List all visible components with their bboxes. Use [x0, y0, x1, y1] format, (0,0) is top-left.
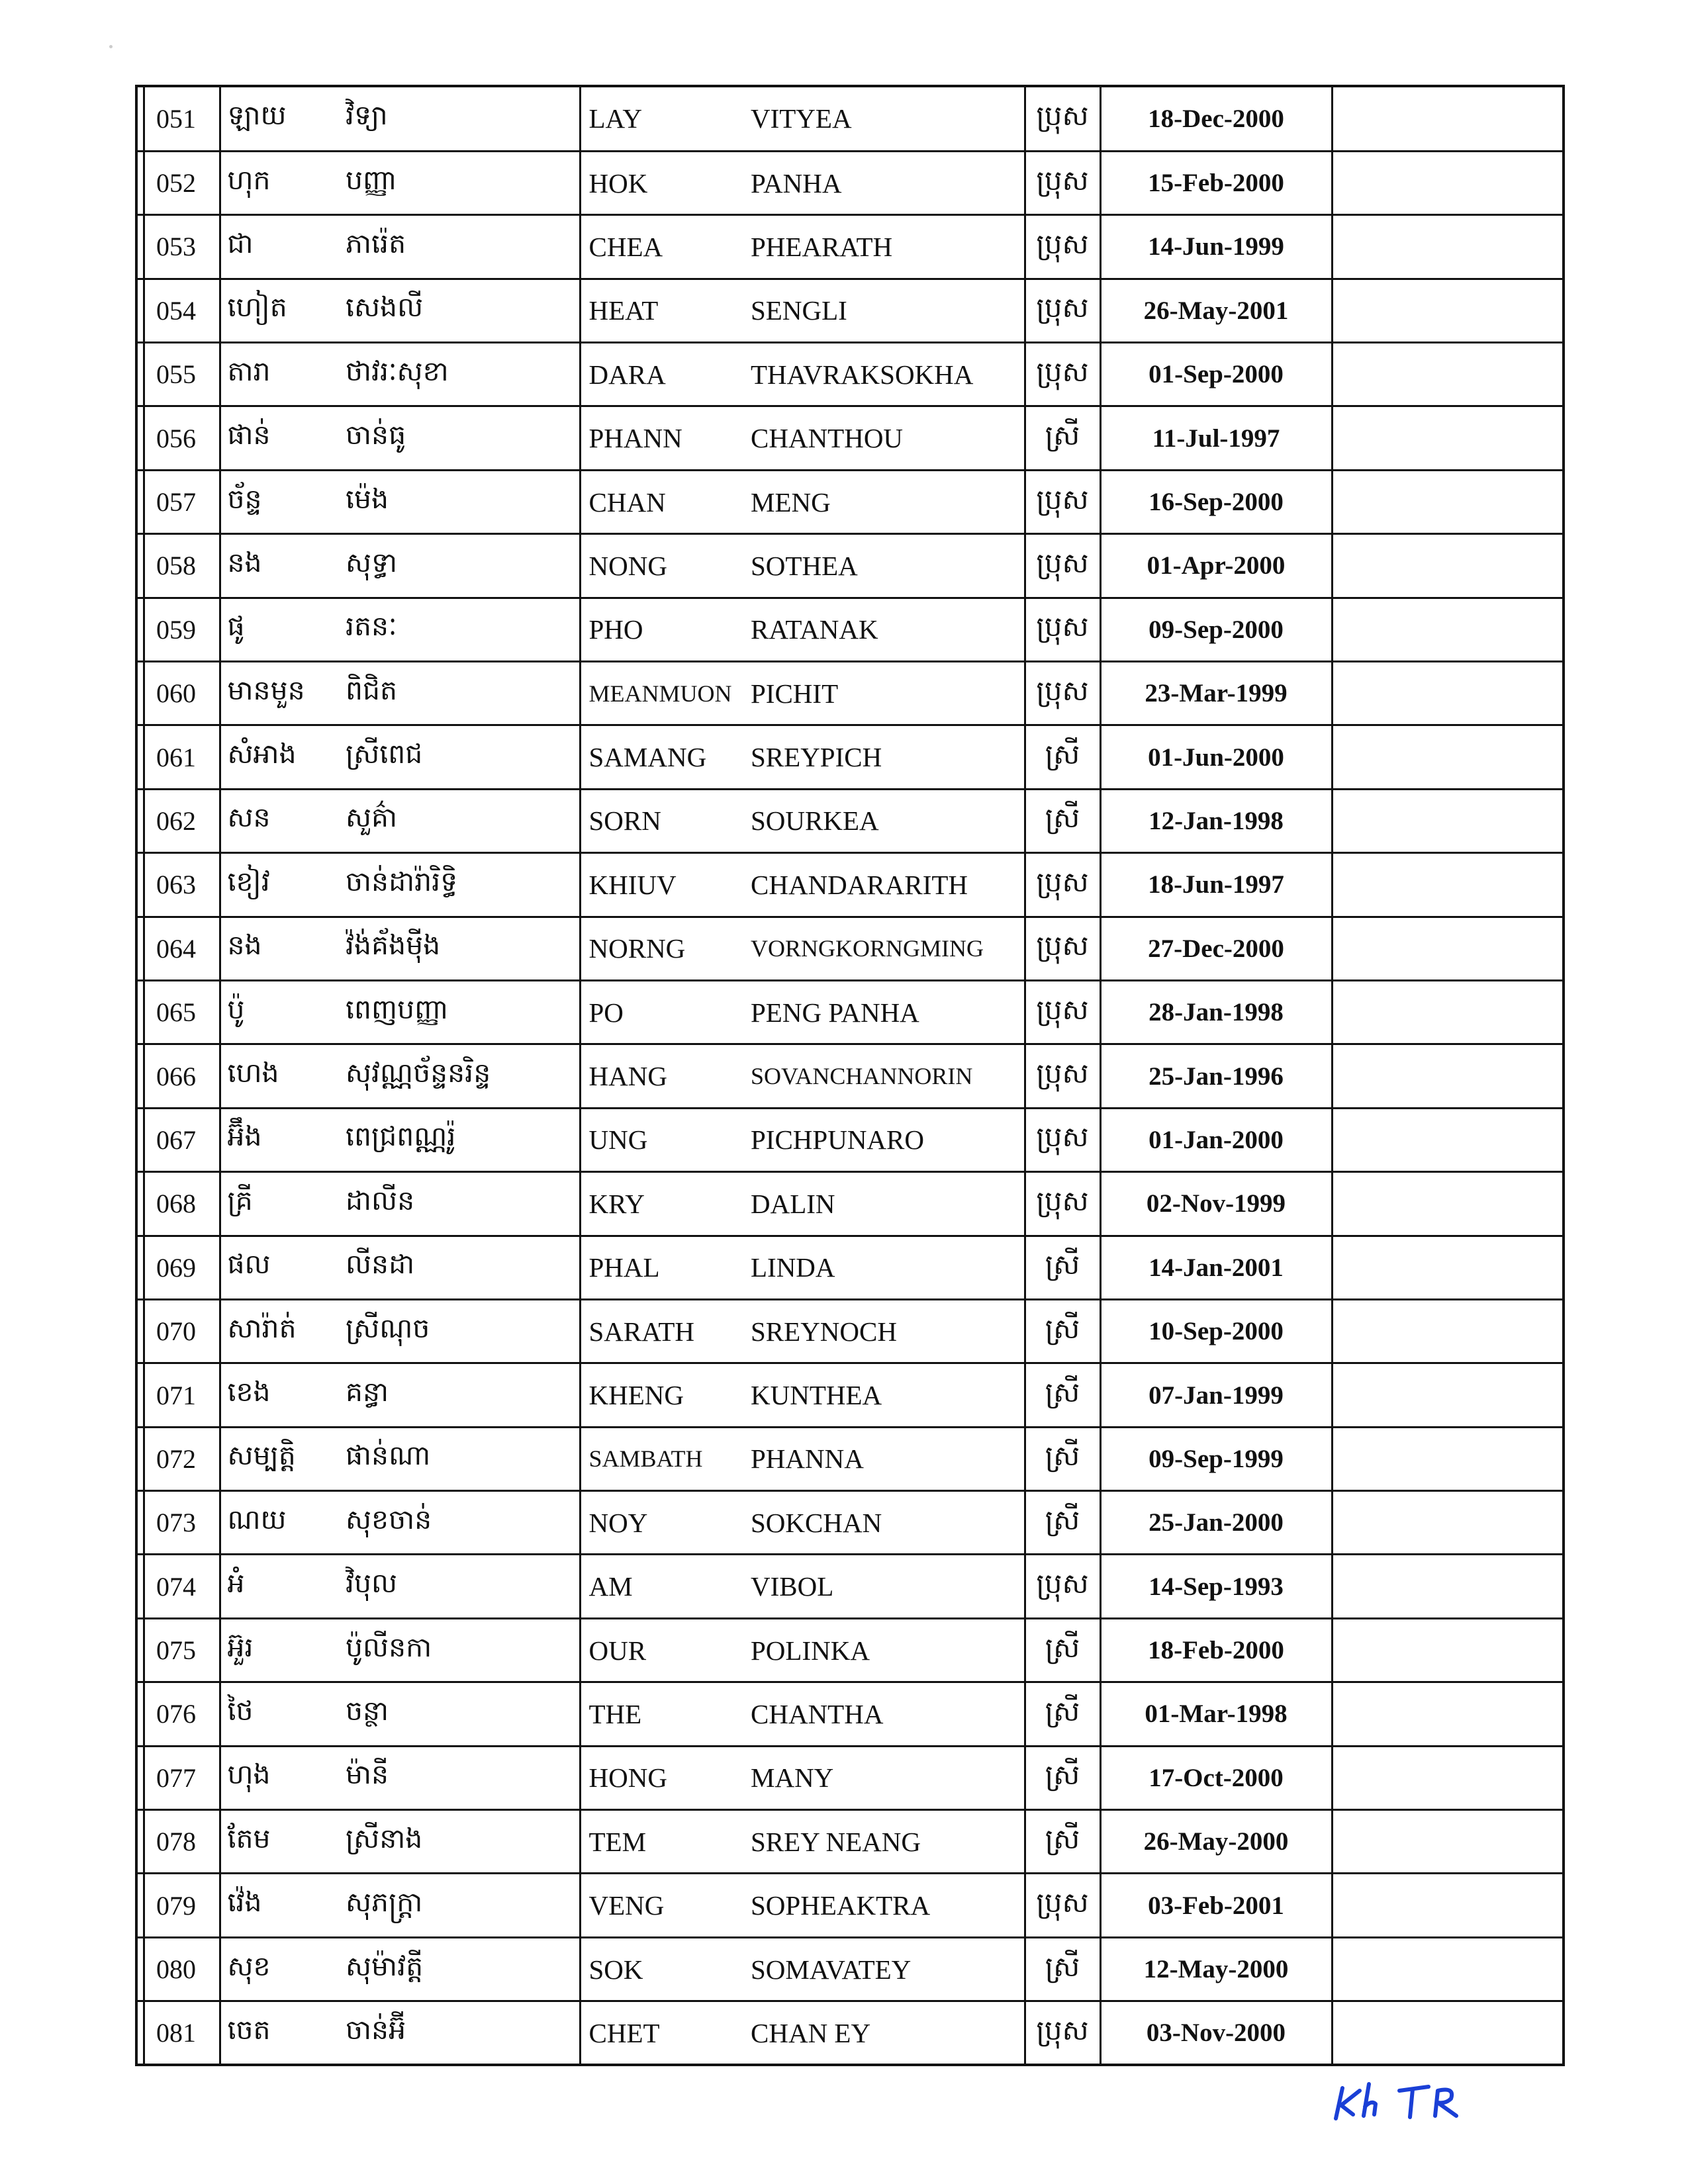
remarks-cell — [1332, 1236, 1562, 1299]
table-row — [138, 598, 1562, 661]
khmer-given-name-cell: ពេជ្រពណ្ណរ៉ូ — [346, 1108, 580, 1171]
khmer-family-name-cell: ផាន់ — [220, 406, 346, 470]
sex-cell: ប្រុស — [1025, 87, 1100, 151]
sex-cell: ស្រី — [1025, 1299, 1100, 1363]
row-number-cell: 073 — [138, 1491, 220, 1555]
remarks-cell — [1332, 1108, 1562, 1171]
row-number-cell: 068 — [138, 1172, 220, 1236]
row-number-cell: 075 — [138, 1618, 220, 1682]
remarks-cell — [1332, 470, 1562, 533]
table-row — [138, 406, 1562, 470]
khmer-family-name-cell: សម្បត្តិ — [220, 1427, 346, 1490]
remarks-cell — [1332, 725, 1562, 789]
remarks-cell — [1332, 1682, 1562, 1746]
khmer-given-name-cell: ចាន់ដារ៉ារិទ្ធិ — [346, 853, 580, 917]
latin-given-name-cell: PHANNA — [751, 1427, 1025, 1490]
row-number-cell: 062 — [138, 789, 220, 852]
latin-given-name-cell: MANY — [751, 1746, 1025, 1809]
date-of-birth-cell: 03-Feb-2001 — [1100, 1874, 1332, 1937]
khmer-family-name-cell: អ៊ួរ — [220, 1618, 346, 1682]
remarks-cell — [1332, 662, 1562, 725]
khmer-given-name-cell: ពិជិត — [346, 662, 580, 725]
khmer-family-name-cell: តារា — [220, 343, 346, 406]
row-number-cell: 080 — [138, 1937, 220, 2001]
latin-family-name-cell: HONG — [580, 1746, 751, 1809]
latin-given-name-cell: SENGLI — [751, 279, 1025, 342]
remarks-cell — [1332, 1427, 1562, 1490]
latin-given-name-cell: CHANTHOU — [751, 406, 1025, 470]
khmer-family-name-cell: ខេង — [220, 1363, 346, 1427]
latin-family-name-cell: CHAN — [580, 470, 751, 533]
row-number-cell: 064 — [138, 917, 220, 980]
khmer-family-name-cell: នង — [220, 534, 346, 598]
initials-signature — [1331, 2075, 1476, 2128]
khmer-given-name-cell: ស្រីនាង — [346, 1810, 580, 1874]
sex-cell: ស្រី — [1025, 1618, 1100, 1682]
date-of-birth-cell: 26-May-2000 — [1100, 1810, 1332, 1874]
khmer-given-name-cell: ចាន់ធូ — [346, 406, 580, 470]
row-number-cell: 063 — [138, 853, 220, 917]
table-row — [138, 343, 1562, 406]
latin-given-name-cell: MENG — [751, 470, 1025, 533]
khmer-given-name-cell: សុម៉ាវត្តី — [346, 1937, 580, 2001]
row-number-cell: 067 — [138, 1108, 220, 1171]
table-row — [138, 279, 1562, 342]
khmer-given-name-cell: ស្រីពេជ — [346, 725, 580, 789]
khmer-given-name-cell: ថាវរៈសុខា — [346, 343, 580, 406]
date-of-birth-cell: 27-Dec-2000 — [1100, 917, 1332, 980]
sex-cell: ស្រី — [1025, 1937, 1100, 2001]
latin-given-name-cell: SOKCHAN — [751, 1491, 1025, 1555]
latin-given-name-cell: THAVRAKSOKHA — [751, 343, 1025, 406]
latin-given-name-cell: SOMAVATEY — [751, 1937, 1025, 2001]
row-number-cell: 053 — [138, 215, 220, 279]
date-of-birth-cell: 16-Sep-2000 — [1100, 470, 1332, 533]
khmer-family-name-cell: ឡាយ — [220, 87, 346, 151]
latin-family-name-cell: NOY — [580, 1491, 751, 1555]
sex-cell: ប្រុស — [1025, 279, 1100, 342]
latin-given-name-cell: CHAN EY — [751, 2001, 1025, 2065]
latin-family-name-cell: THE — [580, 1682, 751, 1746]
latin-given-name-cell: DALIN — [751, 1172, 1025, 1236]
table-row — [138, 1236, 1562, 1299]
remarks-cell — [1332, 151, 1562, 214]
latin-family-name-cell: VENG — [580, 1874, 751, 1937]
khmer-given-name-cell: វ៉ង់គ័ងម៉ីង — [346, 917, 580, 980]
table-row — [138, 215, 1562, 279]
latin-family-name-cell: PHANN — [580, 406, 751, 470]
latin-family-name-cell: PO — [580, 980, 751, 1044]
table-row — [138, 1427, 1562, 1490]
sex-cell: ប្រុស — [1025, 1172, 1100, 1236]
sex-cell: ស្រី — [1025, 789, 1100, 852]
date-of-birth-cell: 14-Jun-1999 — [1100, 215, 1332, 279]
table-row — [138, 662, 1562, 725]
table-row — [138, 2001, 1562, 2065]
latin-given-name-cell: SREYNOCH — [751, 1299, 1025, 1363]
khmer-family-name-cell: មានមួន — [220, 662, 346, 725]
row-number-cell: 077 — [138, 1746, 220, 1809]
row-number-cell: 076 — [138, 1682, 220, 1746]
sex-cell: ស្រី — [1025, 725, 1100, 789]
student-roster-table — [138, 87, 1562, 2066]
latin-given-name-cell: SREY NEANG — [751, 1810, 1025, 1874]
khmer-given-name-cell: គន្ធា — [346, 1363, 580, 1427]
table-row — [138, 1044, 1562, 1108]
sex-cell: ស្រី — [1025, 1236, 1100, 1299]
table-row — [138, 1491, 1562, 1555]
latin-family-name-cell: PHAL — [580, 1236, 751, 1299]
remarks-cell — [1332, 1044, 1562, 1108]
remarks-cell — [1332, 1491, 1562, 1555]
remarks-cell — [1332, 853, 1562, 917]
sex-cell: ស្រី — [1025, 1427, 1100, 1490]
sex-cell: ប្រុស — [1025, 1555, 1100, 1618]
latin-given-name-cell: SOVANCHANNORIN — [751, 1044, 1025, 1108]
khmer-family-name-cell: អំ — [220, 1555, 346, 1618]
remarks-cell — [1332, 1363, 1562, 1427]
table-row — [138, 917, 1562, 980]
remarks-cell — [1332, 789, 1562, 852]
khmer-given-name-cell: សុវណ្ណច័ន្ទនរិន្ទ — [346, 1044, 580, 1108]
row-number-cell: 060 — [138, 662, 220, 725]
khmer-given-name-cell: ម៉ានី — [346, 1746, 580, 1809]
table-row — [138, 1555, 1562, 1618]
sex-cell: ស្រី — [1025, 1810, 1100, 1874]
scan-speck — [109, 45, 113, 48]
row-number-cell: 061 — [138, 725, 220, 789]
khmer-given-name-cell: បញ្ញា — [346, 151, 580, 214]
date-of-birth-cell: 01-Jun-2000 — [1100, 725, 1332, 789]
table-row — [138, 1363, 1562, 1427]
latin-given-name-cell: RATANAK — [751, 598, 1025, 661]
date-of-birth-cell: 01-Sep-2000 — [1100, 343, 1332, 406]
latin-family-name-cell: SAMANG — [580, 725, 751, 789]
latin-given-name-cell: CHANTHA — [751, 1682, 1025, 1746]
latin-given-name-cell: LINDA — [751, 1236, 1025, 1299]
table-row — [138, 789, 1562, 852]
row-number-cell: 074 — [138, 1555, 220, 1618]
sex-cell: ប្រុស — [1025, 470, 1100, 533]
khmer-given-name-cell: សួគ៌ា — [346, 789, 580, 852]
sex-cell: ប្រុស — [1025, 1044, 1100, 1108]
latin-family-name-cell: SAMBATH — [580, 1427, 751, 1490]
khmer-given-name-cell: ស្រីណុច — [346, 1299, 580, 1363]
remarks-cell — [1332, 598, 1562, 661]
remarks-cell — [1332, 1172, 1562, 1236]
khmer-given-name-cell: លីនដា — [346, 1236, 580, 1299]
latin-family-name-cell: HANG — [580, 1044, 751, 1108]
remarks-cell — [1332, 279, 1562, 342]
remarks-cell — [1332, 534, 1562, 598]
remarks-cell — [1332, 1810, 1562, 1874]
sex-cell: ប្រុស — [1025, 215, 1100, 279]
remarks-cell — [1332, 2001, 1562, 2065]
khmer-given-name-cell: ដាលីន — [346, 1172, 580, 1236]
table-row — [138, 1172, 1562, 1236]
table-row — [138, 1108, 1562, 1171]
khmer-family-name-cell: ហុក — [220, 151, 346, 214]
sex-cell: ស្រី — [1025, 406, 1100, 470]
khmer-family-name-cell: ប៉ូ — [220, 980, 346, 1044]
latin-family-name-cell: KHIUV — [580, 853, 751, 917]
latin-family-name-cell: SARATH — [580, 1299, 751, 1363]
khmer-given-name-cell: សុទ្ធា — [346, 534, 580, 598]
latin-given-name-cell: SOPHEAKTRA — [751, 1874, 1025, 1937]
latin-family-name-cell: AM — [580, 1555, 751, 1618]
row-number-cell: 079 — [138, 1874, 220, 1937]
remarks-cell — [1332, 1555, 1562, 1618]
sex-cell: ប្រុស — [1025, 2001, 1100, 2065]
table-row — [138, 1618, 1562, 1682]
row-number-cell: 065 — [138, 980, 220, 1044]
roster-body — [138, 87, 1562, 2065]
khmer-given-name-cell: ភារ៉េត — [346, 215, 580, 279]
remarks-cell — [1332, 87, 1562, 151]
row-number-cell: 071 — [138, 1363, 220, 1427]
sex-cell: ស្រី — [1025, 1363, 1100, 1427]
latin-family-name-cell: LAY — [580, 87, 751, 151]
latin-given-name-cell: PICHPUNARO — [751, 1108, 1025, 1171]
row-number-cell: 052 — [138, 151, 220, 214]
latin-family-name-cell: NORNG — [580, 917, 751, 980]
row-number-cell: 059 — [138, 598, 220, 661]
khmer-given-name-cell: សេងលី — [346, 279, 580, 342]
date-of-birth-cell: 15-Feb-2000 — [1100, 151, 1332, 214]
sex-cell: ប្រុស — [1025, 980, 1100, 1044]
table-row — [138, 1682, 1562, 1746]
latin-family-name-cell: MEANMUON — [580, 662, 751, 725]
table-row — [138, 87, 1562, 151]
latin-given-name-cell: VORNGKORNGMING — [751, 917, 1025, 980]
remarks-cell — [1332, 343, 1562, 406]
row-number-cell: 056 — [138, 406, 220, 470]
khmer-family-name-cell: ហៀត — [220, 279, 346, 342]
sex-cell: ស្រី — [1025, 1682, 1100, 1746]
khmer-family-name-cell: ចេត — [220, 2001, 346, 2065]
sex-cell: ប្រុស — [1025, 151, 1100, 214]
date-of-birth-cell: 01-Apr-2000 — [1100, 534, 1332, 598]
date-of-birth-cell: 02-Nov-1999 — [1100, 1172, 1332, 1236]
sex-cell: ប្រុស — [1025, 598, 1100, 661]
khmer-given-name-cell: ចាន់អ៊ី — [346, 2001, 580, 2065]
latin-family-name-cell: TEM — [580, 1810, 751, 1874]
remarks-cell — [1332, 1618, 1562, 1682]
khmer-given-name-cell: ពេញបញ្ញា — [346, 980, 580, 1044]
table-row — [138, 151, 1562, 214]
row-number-cell: 057 — [138, 470, 220, 533]
date-of-birth-cell: 23-Mar-1999 — [1100, 662, 1332, 725]
table-row — [138, 725, 1562, 789]
roster-sheet — [135, 85, 1565, 2066]
signature-drawing — [1331, 2075, 1476, 2128]
khmer-family-name-cell: ផល — [220, 1236, 346, 1299]
date-of-birth-cell: 07-Jan-1999 — [1100, 1363, 1332, 1427]
remarks-cell — [1332, 917, 1562, 980]
row-number-cell: 058 — [138, 534, 220, 598]
khmer-family-name-cell: សុខ — [220, 1937, 346, 2001]
sex-cell: ប្រុស — [1025, 1108, 1100, 1171]
date-of-birth-cell: 11-Jul-1997 — [1100, 406, 1332, 470]
latin-given-name-cell: PANHA — [751, 151, 1025, 214]
latin-family-name-cell: SORN — [580, 789, 751, 852]
latin-given-name-cell: PICHIT — [751, 662, 1025, 725]
row-number-cell: 072 — [138, 1427, 220, 1490]
sex-cell: ប្រុស — [1025, 1874, 1100, 1937]
latin-given-name-cell: SOTHEA — [751, 534, 1025, 598]
latin-given-name-cell: SREYPICH — [751, 725, 1025, 789]
remarks-cell — [1332, 1937, 1562, 2001]
row-number-cell: 054 — [138, 279, 220, 342]
khmer-given-name-cell: ម៉េង — [346, 470, 580, 533]
latin-given-name-cell: VITYEA — [751, 87, 1025, 151]
row-number-cell: 078 — [138, 1810, 220, 1874]
latin-given-name-cell: VIBOL — [751, 1555, 1025, 1618]
date-of-birth-cell: 14-Sep-1993 — [1100, 1555, 1332, 1618]
khmer-family-name-cell: នង — [220, 917, 346, 980]
row-number-cell: 069 — [138, 1236, 220, 1299]
khmer-family-name-cell: ខៀវ — [220, 853, 346, 917]
remarks-cell — [1332, 215, 1562, 279]
table-row — [138, 534, 1562, 598]
sex-cell: ស្រី — [1025, 1491, 1100, 1555]
sex-cell: ប្រុស — [1025, 343, 1100, 406]
table-row — [138, 1299, 1562, 1363]
khmer-family-name-cell: ច័ន្ទ — [220, 470, 346, 533]
table-row — [138, 853, 1562, 917]
remarks-cell — [1332, 1874, 1562, 1937]
row-number-cell: 066 — [138, 1044, 220, 1108]
sex-cell: ប្រុស — [1025, 917, 1100, 980]
remarks-cell — [1332, 1299, 1562, 1363]
latin-family-name-cell: SOK — [580, 1937, 751, 2001]
khmer-family-name-cell: វ៉េង — [220, 1874, 346, 1937]
date-of-birth-cell: 25-Jan-1996 — [1100, 1044, 1332, 1108]
date-of-birth-cell: 01-Jan-2000 — [1100, 1108, 1332, 1171]
khmer-family-name-cell: ផូ — [220, 598, 346, 661]
table-row — [138, 1746, 1562, 1809]
khmer-family-name-cell: ហុង — [220, 1746, 346, 1809]
row-number-cell: 070 — [138, 1299, 220, 1363]
latin-given-name-cell: CHANDARARITH — [751, 853, 1025, 917]
date-of-birth-cell: 18-Jun-1997 — [1100, 853, 1332, 917]
date-of-birth-cell: 09-Sep-2000 — [1100, 598, 1332, 661]
latin-family-name-cell: OUR — [580, 1618, 751, 1682]
sex-cell: ប្រុស — [1025, 534, 1100, 598]
latin-family-name-cell: HEAT — [580, 279, 751, 342]
latin-given-name-cell: SOURKEA — [751, 789, 1025, 852]
date-of-birth-cell: 26-May-2001 — [1100, 279, 1332, 342]
latin-given-name-cell: KUNTHEA — [751, 1363, 1025, 1427]
date-of-birth-cell: 18-Dec-2000 — [1100, 87, 1332, 151]
khmer-family-name-cell: សំអាង — [220, 725, 346, 789]
date-of-birth-cell: 01-Mar-1998 — [1100, 1682, 1332, 1746]
khmer-given-name-cell: ចន្ថា — [346, 1682, 580, 1746]
khmer-given-name-cell: ប៉ូលីនកា — [346, 1618, 580, 1682]
khmer-family-name-cell: តែម — [220, 1810, 346, 1874]
latin-family-name-cell: KRY — [580, 1172, 751, 1236]
latin-family-name-cell: KHENG — [580, 1363, 751, 1427]
latin-family-name-cell: DARA — [580, 343, 751, 406]
latin-family-name-cell: PHO — [580, 598, 751, 661]
latin-given-name-cell: POLINKA — [751, 1618, 1025, 1682]
table-row — [138, 980, 1562, 1044]
remarks-cell — [1332, 406, 1562, 470]
latin-family-name-cell: HOK — [580, 151, 751, 214]
date-of-birth-cell: 12-Jan-1998 — [1100, 789, 1332, 852]
khmer-given-name-cell: ផាន់ណា — [346, 1427, 580, 1490]
remarks-cell — [1332, 980, 1562, 1044]
date-of-birth-cell: 18-Feb-2000 — [1100, 1618, 1332, 1682]
date-of-birth-cell: 03-Nov-2000 — [1100, 2001, 1332, 2065]
khmer-family-name-cell: សារ៉ាត់ — [220, 1299, 346, 1363]
remarks-cell — [1332, 1746, 1562, 1809]
khmer-given-name-cell: សុខចាន់ — [346, 1491, 580, 1555]
date-of-birth-cell: 12-May-2000 — [1100, 1937, 1332, 2001]
khmer-family-name-cell: ថៃ — [220, 1682, 346, 1746]
row-number-cell: 051 — [138, 87, 220, 151]
khmer-family-name-cell: ហេង — [220, 1044, 346, 1108]
khmer-family-name-cell: ណយ — [220, 1491, 346, 1555]
date-of-birth-cell: 17-Oct-2000 — [1100, 1746, 1332, 1809]
row-number-cell: 081 — [138, 2001, 220, 2065]
khmer-given-name-cell: សុភក្ត្រា — [346, 1874, 580, 1937]
khmer-given-name-cell: រតនៈ — [346, 598, 580, 661]
khmer-given-name-cell: វិបុល — [346, 1555, 580, 1618]
latin-family-name-cell: CHET — [580, 2001, 751, 2065]
date-of-birth-cell: 14-Jan-2001 — [1100, 1236, 1332, 1299]
sex-cell: ស្រី — [1025, 1746, 1100, 1809]
latin-given-name-cell: PENG PANHA — [751, 980, 1025, 1044]
latin-given-name-cell: PHEARATH — [751, 215, 1025, 279]
table-row — [138, 1874, 1562, 1937]
table-row — [138, 470, 1562, 533]
date-of-birth-cell: 09-Sep-1999 — [1100, 1427, 1332, 1490]
date-of-birth-cell: 25-Jan-2000 — [1100, 1491, 1332, 1555]
khmer-given-name-cell: វិទ្យា — [346, 87, 580, 151]
latin-family-name-cell: CHEA — [580, 215, 751, 279]
sex-cell: ប្រុស — [1025, 662, 1100, 725]
date-of-birth-cell: 28-Jan-1998 — [1100, 980, 1332, 1044]
latin-family-name-cell: NONG — [580, 534, 751, 598]
table-row — [138, 1810, 1562, 1874]
date-of-birth-cell: 10-Sep-2000 — [1100, 1299, 1332, 1363]
sex-cell: ប្រុស — [1025, 853, 1100, 917]
khmer-family-name-cell: គ្រី — [220, 1172, 346, 1236]
table-row — [138, 1937, 1562, 2001]
latin-family-name-cell: UNG — [580, 1108, 751, 1171]
khmer-family-name-cell: អ៊ឹង — [220, 1108, 346, 1171]
khmer-family-name-cell: ជា — [220, 215, 346, 279]
row-number-cell: 055 — [138, 343, 220, 406]
khmer-family-name-cell: សន — [220, 789, 346, 852]
